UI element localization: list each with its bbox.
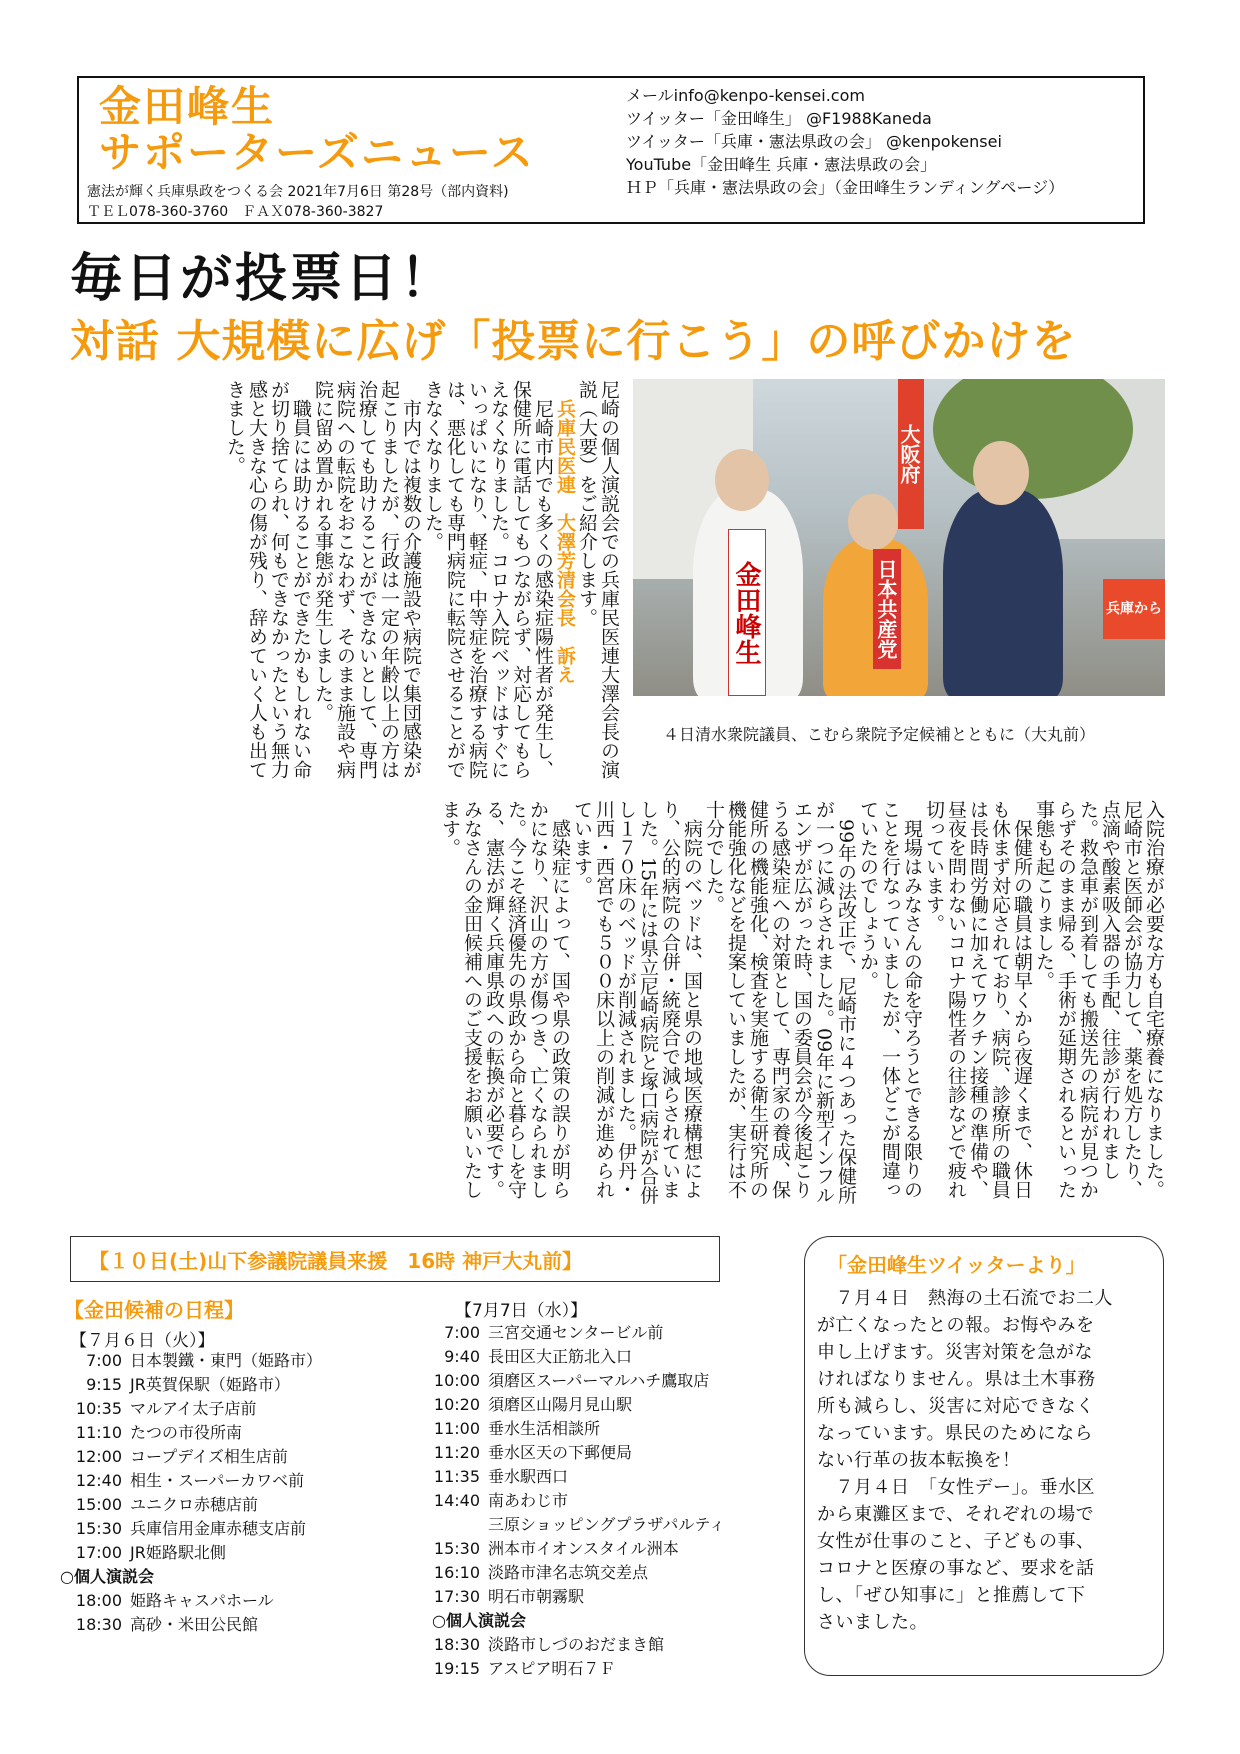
schedule-day1-label: 【７月６日（火）】 [70,1331,215,1351]
schedule-item: 14:40 南あわじ市 [433,1491,569,1510]
article-paragraph: 職員には助けることができたかもしれない命が切り捨てられ、何もできなかったという無力感と大きな心の傷が残り、辞めていく人も出てきました。 [224,380,312,779]
schedule-day2-label: 【7月7日（水）】 [455,1301,588,1321]
candidate-sash: 金田峰生 [728,529,766,696]
article-paragraph: 病院のベッドは、国と県の地域医療構想により、公的病院の合併・統廃合で減らされていました。15年には県立尼崎病院と塚口病院が合併し１７０床のベッドが削減されました。伊丹・川西・西宮でも５００床以上の削減が進められています。 [571,800,703,1205]
campaign-photo [633,379,1165,696]
article-paragraph: 感染症によって、国や県の政策の誤りが明らかになり、沢山の方が傷つき、亡くなられました。今こそ経済優先の県政から命と暮らしを守る、憲法が輝く兵庫県政への転換が必要です。みなさんの金田候補へのご支援をお願いいたします。 [439,800,571,1199]
article-paragraph: 市内では複数の介護施設や病院で集団感染が起こりましたが、行政は一定の年齢以上の方は治療しても助けることができないとして、専門病院への転院をおこなわず、そのまま施設や病院に留め置かれる事態が発生しました。 [312,380,422,779]
article-lower [70,800,1165,1212]
schedule-heading: 【金田候補の日程】 [64,1298,244,1322]
masthead [77,76,1145,224]
schedule-item: 11:20 垂水区天の下郵便局 [433,1443,633,1462]
schedule-item: 15:30 兵庫信用金庫赤穂支店前 [75,1519,307,1538]
twitter-line: ない行革の抜本転換を！ [817,1450,1021,1471]
twitter-line: から東灘区まで、それぞれの場で [817,1504,1095,1525]
twitter-text [817,1285,1157,1636]
contact-email[interactable]: メールinfo@kenpo-kensei.com [626,86,865,105]
schedule-item: 11:35 垂水駅西口 [433,1467,569,1486]
schedule-item: 7:00 日本製鐵・東門（姫路市） [86,1351,323,1370]
speech-label: ○個人演説会 [432,1611,526,1630]
twitter-line: が亡くなったとの報。お悔やみを [817,1315,1095,1336]
schedule-day1-list [50,1350,430,1660]
speech-item: 19:15 アスピア明石７Ｆ [433,1659,616,1678]
speech-item: 18:30 淡路市しづのおだまき館 [433,1635,665,1654]
article-paragraph: 尼崎市内でも多くの感染症陽性者が発生し、保健所に電話してもつながらず、対応してもらえなくなりました。コロナ入院ベッドはすぐにいっぱいになり、軽症、中等症を治療する病院は、悪化しても専門病院に転院させることができなくなりました。 [422,380,554,779]
tel-fax-line: ＴＥＬ078-360-3760 ＦＡＸ078-360-3827 [87,204,384,220]
schedule-day2-list [408,1322,798,1682]
twitter-line: ７月４日 「女性デー」。垂水区 [817,1477,1095,1498]
schedule-item: 15:00 ユニクロ赤穂店前 [75,1495,259,1514]
twitter-line: 女性が仕事のこと、子どもの事、 [817,1531,1095,1552]
schedule-item: 11:00 垂水生活相談所 [433,1419,601,1438]
twitter-line: ７月４日 熱海の土石流でお二人 [817,1288,1113,1309]
twitter-line: なっています。県民のためになら [817,1423,1094,1444]
article-paragraph: 現場はみなさんの命を守ろうとできる限りのことを行なっていましたが、一体どこが間違っていたのでしょうか。 [857,800,923,1199]
article-paragraph: 保健所の職員は朝早くから夜遅くまで、休日も休まず対応されており、病院、診療所の職員は長時間労働に加えてワクチン接種の準備や、昼夜を問わないコロナ陽性者の往診などで疲れ切っています。 [923,800,1033,1199]
article-heading: 兵庫民医連 大澤芳清会長 訴え [554,399,576,684]
speech-item: 18:00 姫路キャスパホール [75,1591,274,1610]
schedule-item: 10:20 須磨区山陽月見山駅 [433,1395,633,1414]
twitter-line: 所も減らし、災害に対応できなく [817,1396,1095,1417]
event-banner-box [70,1236,720,1282]
sub-headline: 対話 大規模に広げ「投票に行こう」の呼びかけを [70,316,1077,367]
twitter-line: コロナと医療の事など、要求を話 [817,1558,1095,1579]
twitter-line: さいました。 [817,1612,928,1633]
newsletter-title-line2: サポーターズニュース [99,128,535,177]
contact-twitter-kaneda[interactable]: ツイッター「金田峰生」 @F1988Kaneda [626,109,932,128]
contact-youtube[interactable]: YouTube「金田峰生 兵庫・憲法県政の会」 [626,155,937,174]
contact-twitter-kensei[interactable]: ツイッター「兵庫・憲法県政の会」 @kenpokensei [626,132,1002,151]
event-banner: 【１０日(土)山下参議院議員来援 16時 神戸大丸前】 [89,1249,583,1273]
schedule-item: 9:40 長田区大正筋北入口 [444,1347,633,1366]
article-paragraph: 99年の法改正で、尼崎市に４つあった保健所が一つに減らされました。09年に新型インフルエンザが広がった時、国の委員会が今後起こりうる感染症への対策として、専門家の養成、保健所の機能強化、検査を実施する衛生研究所の機能強化などを提案していましたが、実行は不十分でした。 [703,800,857,1205]
article-upper [70,380,620,788]
photo-caption: ４日清水衆院議員、こむら衆院予定候補とともに（大丸前） [663,725,1096,744]
schedule-item: 15:30 洲本市イオンスタイル洲本 [433,1539,679,1558]
schedule-item: 10:35 マルアイ太子店前 [75,1399,257,1418]
schedule-item: 12:00 コープデイズ相生店前 [75,1447,288,1466]
schedule-item: 10:00 須磨区スーパーマルハチ鷹取店 [433,1371,710,1390]
schedule-item: 16:10 淡路市津名志筑交差点 [433,1563,649,1582]
schedule-item: 7:00 三宮交通センタービル前 [444,1323,664,1342]
twitter-line: 申し上げます。災害対策を急がな [817,1342,1094,1363]
schedule-item: 17:30 明石市朝霧駅 [433,1587,585,1606]
schedule-item: 11:10 たつの市役所南 [75,1423,243,1442]
banner: 大阪府 [898,379,924,529]
publisher-line: 憲法が輝く兵庫県政をつくる会 2021年7月6日 第28号（部内資料) [87,184,509,200]
contact-list [626,84,1064,199]
speech-item: 18:30 高砂・米田公民館 [75,1615,259,1634]
speech-label: ○個人演説会 [60,1567,154,1586]
schedule-item: 三原ショッピングプラザパルティ [488,1515,726,1534]
main-headline: 毎日が投票日！ [70,248,456,309]
twitter-line: ければなりません。県は土木事務 [817,1369,1096,1390]
newsletter-title-line1: 金田峰生 [99,82,276,131]
party-sash: 日本共産党 [873,549,901,669]
twitter-heading: 「金田峰生ツイッターより」 [827,1253,1086,1277]
article-paragraph: 入院治療が必要な方も自宅療養になりました。尼崎市と医師会が協力して、薬を処方したり、点滴や酸素吸入器の手配、往診が行われました。救急車が到着しても搬送先の病院が見つからずそのまま帰る、手術が延期されるといった事態も起こりました。 [1033,800,1165,1199]
sign: 兵庫から [1103,579,1165,639]
twitter-box [804,1236,1164,1676]
schedule-item: 12:40 相生・スーパーカワベ前 [75,1471,305,1490]
contact-homepage[interactable]: ＨＰ「兵庫・憲法県政の会」（金田峰生ランディングページ） [626,178,1065,197]
article-intro: 尼崎の個人演説会での兵庫民医連大澤会長の演説（大要）をご紹介します。 [576,380,620,779]
twitter-line: し、「ぜひ知事に」と推薦して下 [817,1585,1086,1606]
schedule-item: 9:15 JR英賀保駅（姫路市） [86,1375,290,1394]
schedule-item: 17:00 JR姫路駅北側 [75,1543,226,1562]
